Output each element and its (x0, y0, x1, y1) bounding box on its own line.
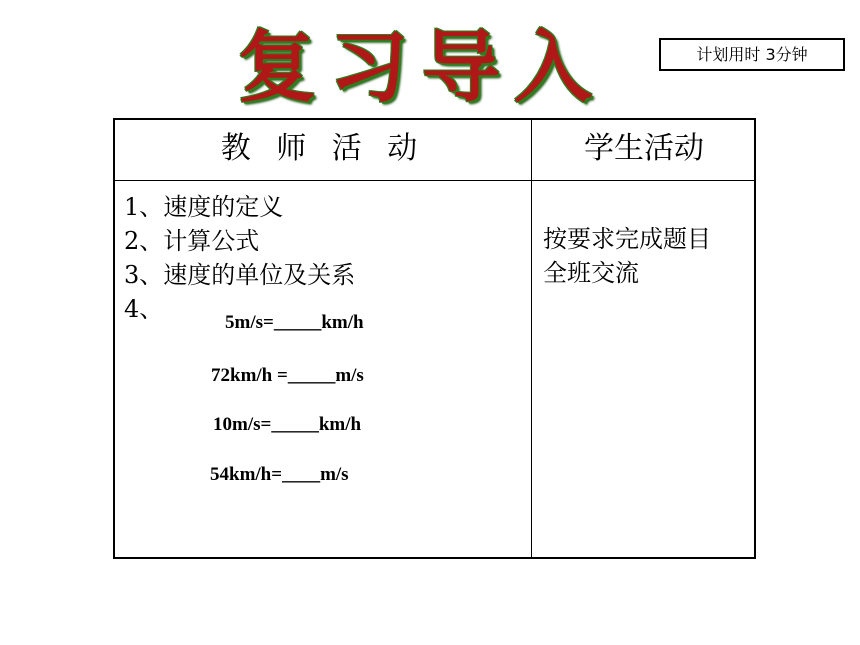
equation-2: 72km/h =_____m/s (211, 365, 364, 386)
header-divider (115, 180, 754, 181)
student-item: 按要求完成题目 (543, 225, 711, 253)
column-divider (531, 120, 532, 557)
page-title: 复习导入 (238, 22, 607, 113)
equation-4: 54km/h=____m/s (210, 464, 349, 485)
equation-1: 5m/s=_____km/h (225, 312, 364, 333)
teacher-activity-list (124, 190, 355, 326)
teacher-item: 1、速度的定义 (124, 193, 284, 221)
time-note: 计划用时 3分钟 (659, 38, 845, 71)
student-item: 全班交流 (543, 259, 639, 287)
equation-3: 10m/s=_____km/h (213, 414, 362, 435)
header-student-activity: 学生活动 (584, 131, 704, 166)
activity-table (113, 118, 756, 559)
header-teacher-activity: 教 师 活 动 (220, 131, 426, 166)
teacher-item: 3、速度的单位及关系 (124, 261, 356, 289)
teacher-item: 2、计算公式 (124, 227, 260, 255)
teacher-item: 4、 (124, 295, 164, 323)
student-activity-list (543, 222, 711, 290)
